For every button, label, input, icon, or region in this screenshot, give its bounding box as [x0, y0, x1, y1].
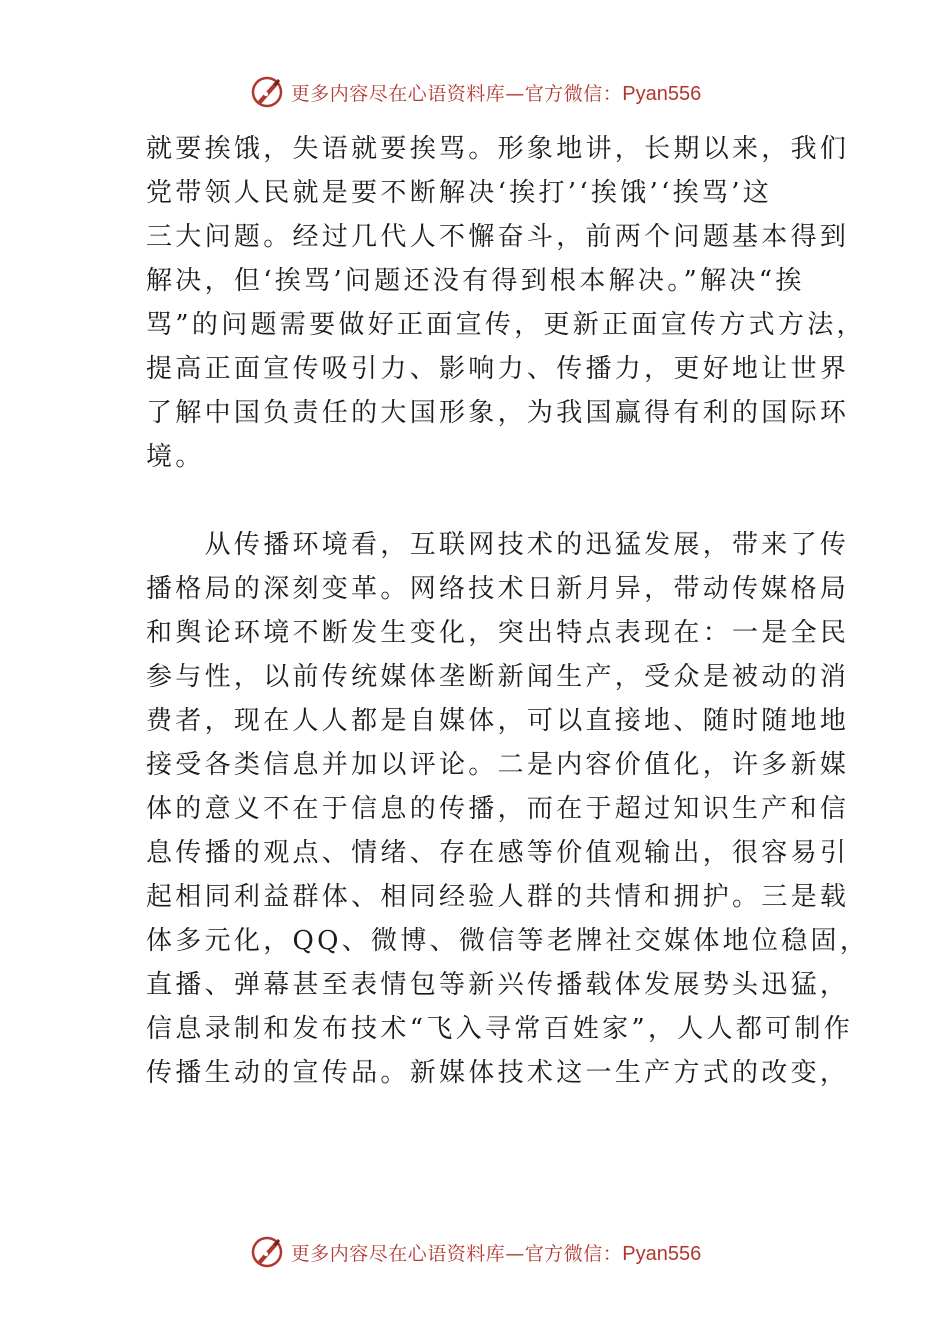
text-line: 从传播环境看，互联网技术的迅猛发展，带来了传	[146, 530, 850, 560]
text-line: 骂”的问题需要做好正面宣传，更新正面宣传方式方法，	[146, 310, 866, 340]
text-line: 接受各类信息并加以评论。二是内容价值化，许多新媒	[146, 750, 850, 780]
text-line: 体多元化，QQ、微博、微信等老牌社交媒体地位稳固，	[146, 926, 870, 956]
footer-watermark	[0, 1230, 950, 1274]
text-line: 息传播的观点、情绪、存在感等价值观输出，很容易引	[146, 838, 850, 868]
text-line: 了解中国负责任的大国形象，为我国赢得有利的国际环	[146, 398, 850, 428]
text-line: 播格局的深刻变革。网络技术日新月异，带动传媒格局	[146, 574, 850, 604]
text-line: 费者，现在人人都是自媒体，可以直接地、随时随地地	[146, 706, 850, 736]
pen-logo-icon	[249, 74, 285, 110]
pen-logo-icon	[249, 1234, 285, 1270]
text-line: 信息录制和发布技术“飞入寻常百姓家”，人人都可制作	[146, 1014, 854, 1044]
text-line: 就要挨饿，失语就要挨骂。形象地讲，长期以来，我们	[146, 134, 850, 164]
text-line: 传播生动的宣传品。新媒体技术这一生产方式的改变，	[146, 1058, 850, 1088]
paragraph-2	[146, 523, 870, 1095]
text-line: 境。	[146, 442, 205, 472]
watermark-text	[291, 1239, 701, 1266]
paragraph-gap	[146, 479, 810, 523]
text-line: 直播、弹幕甚至表情包等新兴传播载体发展势头迅猛，	[146, 970, 850, 1000]
document-body	[146, 127, 870, 1095]
text-line: 党带领人民就是要不断解决‘挨打’‘挨饿’‘挨骂’这	[146, 178, 773, 208]
watermark-text	[291, 79, 701, 106]
text-line: 三大问题。经过几代人不懈奋斗，前两个问题基本得到	[146, 222, 850, 252]
watermark-wechat-id: Pyan556	[622, 1242, 702, 1265]
watermark-wechat-id: Pyan556	[622, 82, 702, 105]
text-line: 参与性，以前传统媒体垄断新闻生产，受众是被动的消	[146, 662, 850, 692]
watermark-label: 更多内容尽在心语资料库—官方微信：	[290, 1242, 623, 1265]
text-line: 解决，但‘挨骂’问题还没有得到根本解决。”解决“挨	[146, 266, 805, 296]
text-line: 体的意义不在于信息的传播，而在于超过知识生产和信	[146, 794, 850, 824]
paragraph-1	[146, 127, 866, 479]
header-watermark	[0, 70, 950, 114]
text-line: 和舆论环境不断发生变化，突出特点表现在：一是全民	[146, 618, 850, 648]
text-line: 起相同利益群体、相同经验人群的共情和拥护。三是载	[146, 882, 850, 912]
watermark-label: 更多内容尽在心语资料库—官方微信：	[290, 82, 623, 105]
text-line: 提高正面宣传吸引力、影响力、传播力，更好地让世界	[146, 354, 850, 384]
